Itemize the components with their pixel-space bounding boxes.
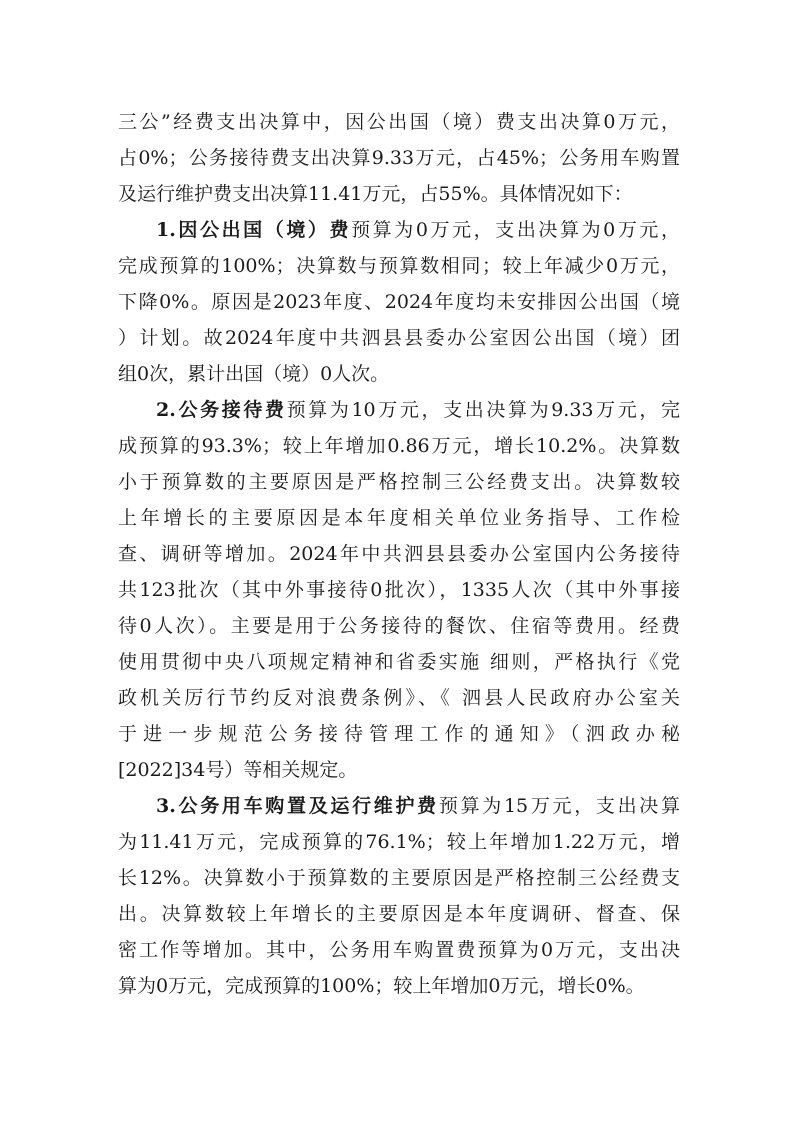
text-line	[118, 212, 680, 248]
text-line	[118, 788, 680, 824]
text-segment: 预算为10万元，支出决算为9.33万元，完	[286, 399, 681, 421]
text-line: 算为0万元，完成预算的100%；较上年增加0万元，增长0%。	[118, 975, 645, 997]
text-segment: 预算为15万元，支出决算	[438, 795, 680, 817]
text-line: 下降0%。原因是2023年度、2024年度均未安排因公出国（境	[118, 291, 680, 313]
text-line: 长12%。决算数小于预算数的主要原因是严格控制三公经费支	[118, 867, 680, 889]
item-heading: 2.公务接待费	[156, 399, 287, 421]
paragraph-item1	[118, 212, 680, 392]
paragraph-intro	[118, 104, 680, 212]
text-line: [2022]34号）等相关规定。	[118, 759, 358, 781]
paragraph-item2	[118, 392, 680, 788]
text-line: 上年增长的主要原因是本年度相关单位业务指导、工作检	[118, 507, 680, 529]
text-line: 组0次，累计出国（境）0人次。	[118, 363, 390, 385]
text-line: 待0人次）。主要是用于公务接待的餐饮、住宿等费用。经费	[118, 615, 680, 637]
text-line: 成预算的93.3%；较上年增加0.86万元，增长10.2%。决算数	[118, 435, 680, 457]
paragraph-item3	[118, 788, 680, 1004]
text-line: 三公”经费支出决算中，因公出国（境）费支出决算0万元，	[118, 111, 680, 133]
text-line: 及运行维护费支出决算11.41万元，占55%。具体情况如下：	[118, 183, 633, 205]
text-line	[118, 392, 680, 428]
item-heading: 3.公务用车购置及运行维护费	[156, 795, 439, 817]
item-heading: 1.因公出国（境）费	[156, 219, 352, 241]
document-page	[118, 104, 680, 1004]
text-line: 出。决算数较上年增长的主要原因是本年度调研、督查、保	[118, 903, 680, 925]
text-line: 小于预算数的主要原因是严格控制三公经费支出。决算数较	[118, 471, 680, 493]
text-line: 查、调研等增加。2024年中共泗县县委办公室国内公务接待	[118, 543, 680, 565]
text-line: 于进一步规范公务接待管理工作的通知》（泗政办秘	[118, 723, 680, 745]
text-line: 共123批次（其中外事接待0批次），1335人次（其中外事接	[118, 579, 680, 601]
text-line: 密工作等增加。其中，公务用车购置费预算为0万元，支出决	[118, 939, 680, 961]
text-line: 政机关厉行节约反对浪费条例》、《 泗县人民政府办公室关	[118, 687, 680, 709]
text-line: 完成预算的100%；决算数与预算数相同；较上年减少0万元，	[118, 255, 680, 277]
text-line: 为11.41万元，完成预算的76.1%；较上年增加1.22万元，增	[118, 831, 680, 853]
text-segment: 预算为0万元，支出决算为0万元，	[351, 219, 680, 241]
text-line: ）计划。故2024年度中共泗县县委办公室因公出国（境）团	[118, 327, 680, 349]
text-line: 使用贯彻中央八项规定精神和省委实施 细则，严格执行《党	[118, 651, 680, 673]
text-line: 占0%；公务接待费支出决算9.33万元，占45%；公务用车购置	[118, 147, 680, 169]
